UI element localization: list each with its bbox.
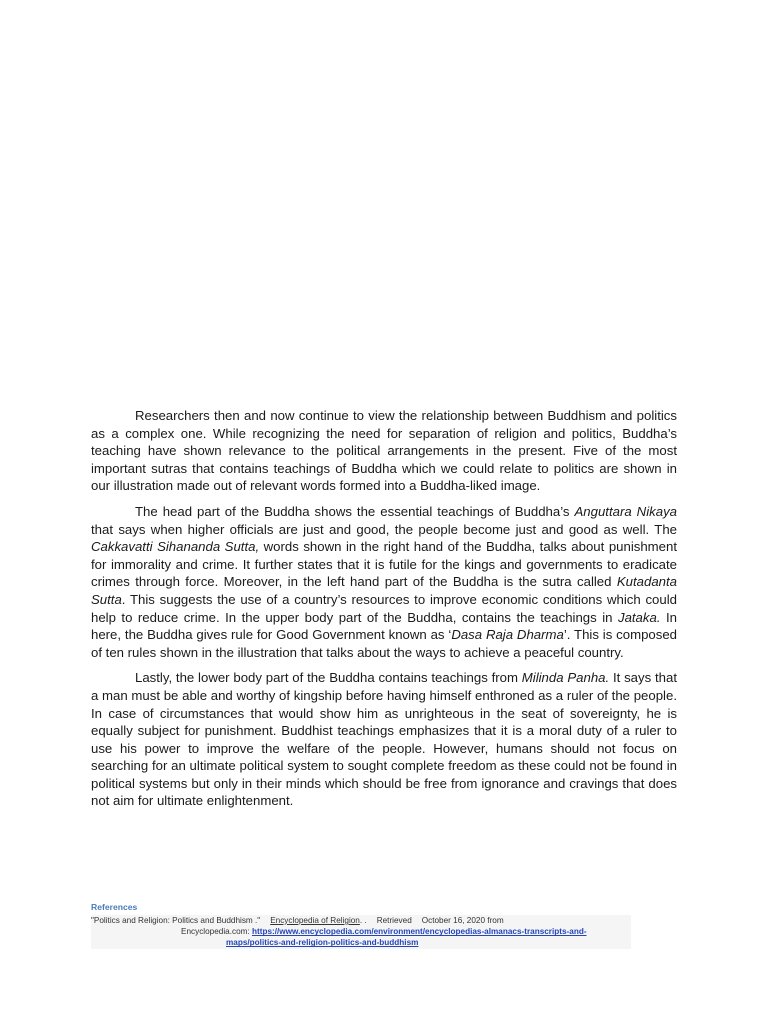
reference-title: "Politics and Religion: Politics and Buddhism ." <box>91 916 261 925</box>
text-run: ’. This is composed of ten rules shown in the illustration that talks about the ways to achieve a peaceful country. <box>91 627 678 660</box>
reference-site: Encyclopedia.com: <box>181 927 250 937</box>
text-run: It says that a man must be able and worthy of kingship before having himself enthroned as a ruler of the people. In case of circumstances that would show him as unrighteous in the seat of sovereignty, he is equally subject for punishment. Buddhist teachings emphasizes that it is a moral duty of a ruler to use his power to improve the welfare of the people. However, humans should not focus on searching for an ultimate political system to sought complete freedom as these could not be found in political systems but only in their minds which should be free from ignorance and cravings that does not aim for ultimate enlightenment. <box>91 670 677 809</box>
italic-text: Jataka. <box>617 609 661 625</box>
italic-text: Kutadanta Sutta <box>91 574 677 607</box>
reference-line-2 <box>91 926 631 937</box>
reference-line-1 <box>91 915 631 926</box>
references-section <box>91 902 651 949</box>
italic-text: Milinda Panha. <box>521 670 610 686</box>
body-text <box>91 407 677 818</box>
text-run: The head part of the Buddha shows the essential teachings of Buddha’s <box>135 503 575 519</box>
reference-source-suffix: . . <box>359 916 367 925</box>
reference-entry <box>91 915 631 949</box>
italic-text: Cakkavatti Sihananda Sutta, <box>91 539 260 555</box>
italic-text: Anguttara Nikaya <box>574 503 677 519</box>
paragraph-2 <box>91 503 677 661</box>
text-run: that says when higher officials are just and good, the people become just and good as well. The <box>91 521 677 537</box>
paragraph-3 <box>91 669 677 810</box>
paragraph-1 <box>91 407 677 495</box>
text-run: Lastly, the lower body part of the Buddha contains teachings from <box>135 670 522 686</box>
references-heading: References <box>91 902 138 912</box>
reference-retrieved: Retrieved <box>376 916 412 925</box>
text-run: Researchers then and now continue to view the relationship between Buddhism and politics as a complex one. While recognizing the need for separation of religion and politics, Buddha’s teaching have shown relevance to the political arrangements in the present. Five of the most important sutras that contains teachings of Buddha which we could relate to politics are shown in our illustration made out of relevant words formed into a Buddha-liked image. <box>91 408 677 494</box>
reference-url-link-part-1[interactable]: https://www.encyclopedia.com/environment/encyclopedias-almanacs-transcripts-and- <box>252 927 587 937</box>
reference-date: October 16, 2020 from <box>421 916 504 925</box>
reference-line-3 <box>91 937 631 948</box>
text-run: . This suggests the use of a country’s resources to improve economic conditions which could help to reduce crime. In the upper body part of the Buddha, contains the teachings in <box>91 591 677 625</box>
italic-text: Dasa Raja Dharma <box>451 627 564 643</box>
reference-source: Encyclopedia of Religion <box>270 916 360 925</box>
reference-url-link-part-2[interactable]: maps/politics-and-religion-politics-and-buddhism <box>226 938 419 948</box>
text-run: In here, the Buddha gives rule for Good Government known as ‘ <box>91 609 677 643</box>
text-run: words shown in the right hand of the Buddha, talks about punishment for immorality and crime. It further states that it is futile for the kings and governments to eradicate crimes through force. Moreover, in the left hand part of the Buddha is the sutra called <box>91 539 677 590</box>
